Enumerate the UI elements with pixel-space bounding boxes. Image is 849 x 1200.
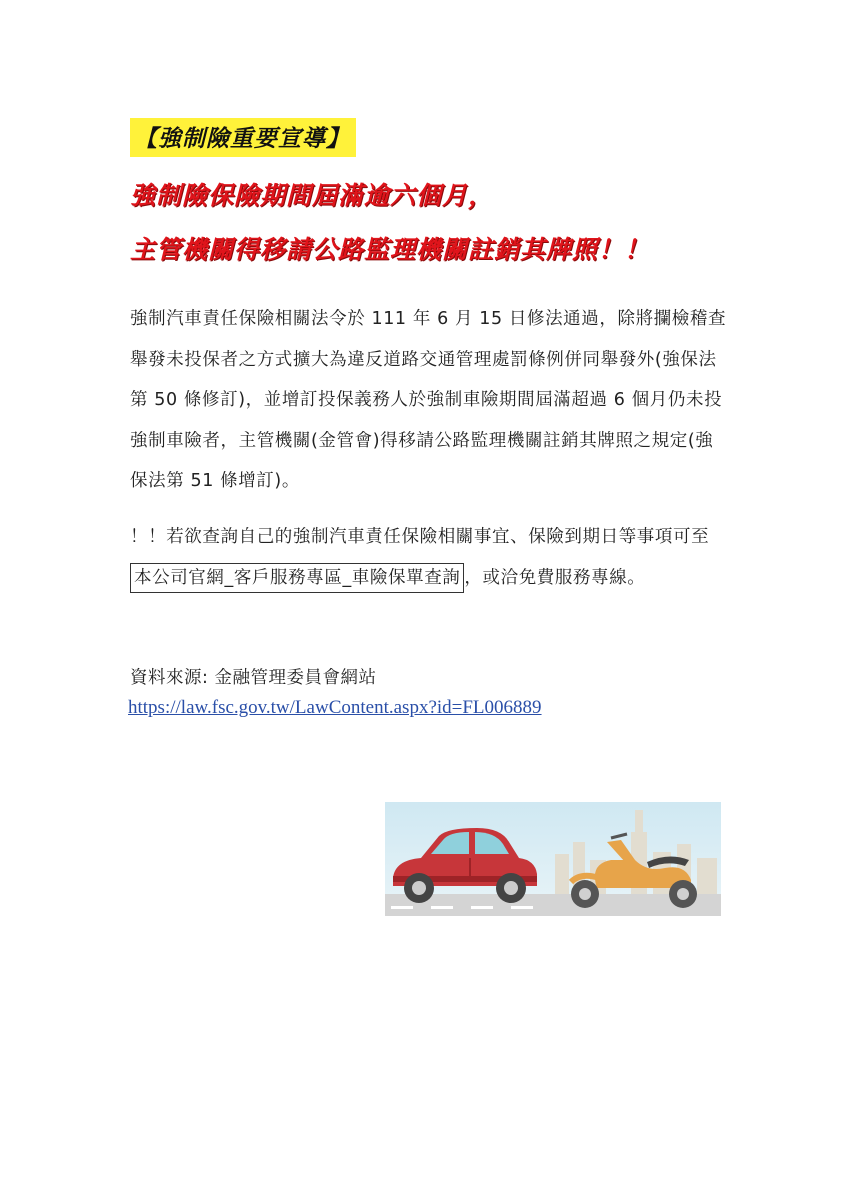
law-paragraph: 強制汽車責任保險相關法令於 111 年 6 月 15 日修法通過，除將攔檢稽查舉發未投保者之方式擴大為違反道路交通管理處罰條例併同舉發外(強保法第 50 條修訂)，並增訂投保義務人於強制車險期間屆滿超過 6 個月仍未投強制車險者，主管機關(金管會)得移請公路監理機關註銷其牌照之規定(強保法第 51 條增訂)。: [130, 309, 727, 491]
inquiry-text-after: ，或洽免費服務專線。: [464, 567, 646, 588]
source-url-link[interactable]: https://law.fsc.gov.tw/LawContent.aspx?id=FL006889: [128, 697, 542, 718]
vehicles-illustration: [385, 802, 721, 916]
inquiry-paragraph: [130, 517, 730, 598]
source-label: 資料來源: 金融管理委員會網站: [130, 668, 377, 688]
inquiry-text-before: ！！若欲查詢自己的強制汽車責任保險相關事宜、保險到期日等事項可至: [130, 527, 710, 547]
headline-line-2: 主管機關得移請公路監理機關註銷其牌照！！: [130, 235, 651, 264]
notice-tag: 【強制險重要宣導】: [130, 118, 356, 157]
policy-inquiry-link[interactable]: 本公司官網_客戶服務專區_車險保單查詢: [130, 563, 464, 593]
headline-line-1: 強制險保險期間屆滿逾六個月，: [130, 181, 495, 210]
